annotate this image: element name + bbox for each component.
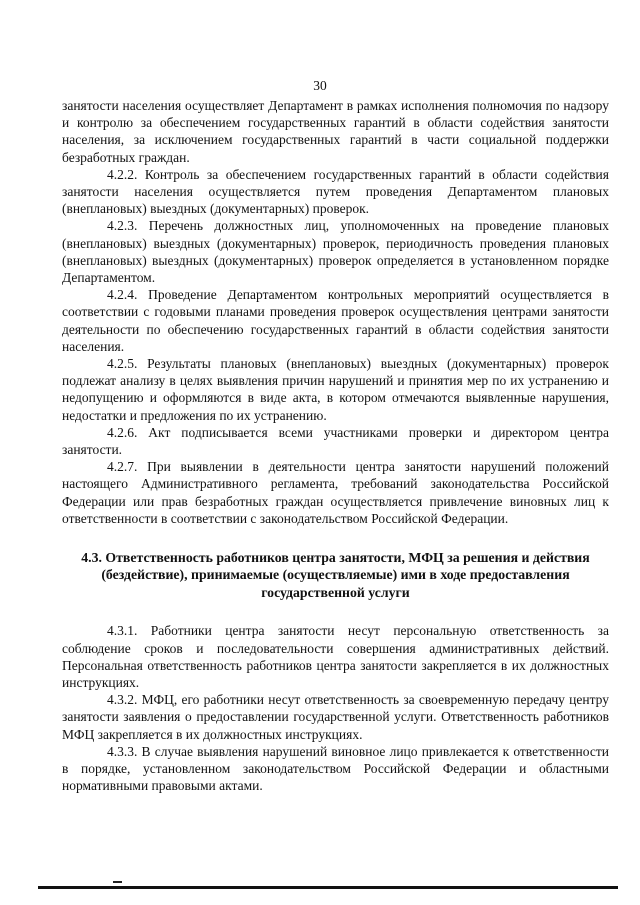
page-number: 30 [313,78,327,93]
paragraph-4-3-1: 4.3.1. Работники центра занятости несут персональную ответственность за соблюдение сроков и последовательности совершения административных действий. Персональная ответственность работников центра занятости закрепляется в их должностных инструкциях. [62,623,609,690]
section-heading-4-3: 4.3. Ответственность работников центра занятости, МФЦ за решения и действия (бездействие), принимаемые (осуществляемые) ими в ходе предоставления государственной услуги [81,550,590,600]
paragraph-4-2-7: 4.2.7. При выявлении в деятельности центра занятости нарушений положений настоящего Административного регламента, требований законодательства Российской Федерации или прав безработных граждан осуществляется привлечение виновных лиц к ответственности в соответствии с законодательством Российской Федерации. [62,459,609,526]
paragraph-4-3-3: 4.3.3. В случае выявления нарушений виновное лицо привлекается к ответственности в порядке, установленном законодательством Российской Федерации и областными нормативными правовыми актами. [62,743,609,794]
paragraph-4-3-2: 4.3.2. МФЦ, его работники несут ответственность за своевременную передачу центру занятости заявления о предоставлении государственной услуги. Ответственность работников МФЦ закрепляется в их должностных инструкциях. [62,692,609,742]
paragraph-4-2-2: 4.2.2. Контроль за обеспечением государственных гарантий в области содействия занятости населения осуществляется путем проведения Департаментом плановых (внеплановых) выездных (документарных) проверок. [62,166,609,217]
paragraph-4-2-3: 4.2.3. Перечень должностных лиц, уполномоченных на проведение плановых (внеплановых) выездных (документарных) проверок, периодичность проведения плановых (внеплановых) выездных (документарных) проверок определяется в установленном порядке Департаментом. [62,218,609,286]
paragraph-4-2-6: 4.2.6. Акт подписывается всеми участниками проверки и директором центра занятости. [62,424,609,458]
paragraph-4-2-4: 4.2.4. Проведение Департаментом контрольных мероприятий осуществляется в соответствии с годовыми планами проведения проверок осуществления центрами занятости деятельности по обеспечению государственных гарантий в области содействия занятости населения. [62,287,609,354]
paragraph-continuation: занятости населения осуществляет Департамент в рамках исполнения полномочия по надзору и контролю за обеспечением государственных гарантий в области содействия занятости населения, за исключением государственных гарантий в части социальной поддержки безработных граждан. [62,98,609,165]
document-body [62,97,609,794]
scan-mark [113,881,122,883]
paragraph-4-2-5: 4.2.5. Результаты плановых (внеплановых) выездных (документарных) проверок подлежат анализу в целях выявления причин нарушений и принятия мер по их устранению и недопущению и оформляются в виде акта, в котором отмечаются выявленные нарушения, недостатки и предложения по их устранению. [62,356,609,423]
bottom-rule [38,886,618,889]
